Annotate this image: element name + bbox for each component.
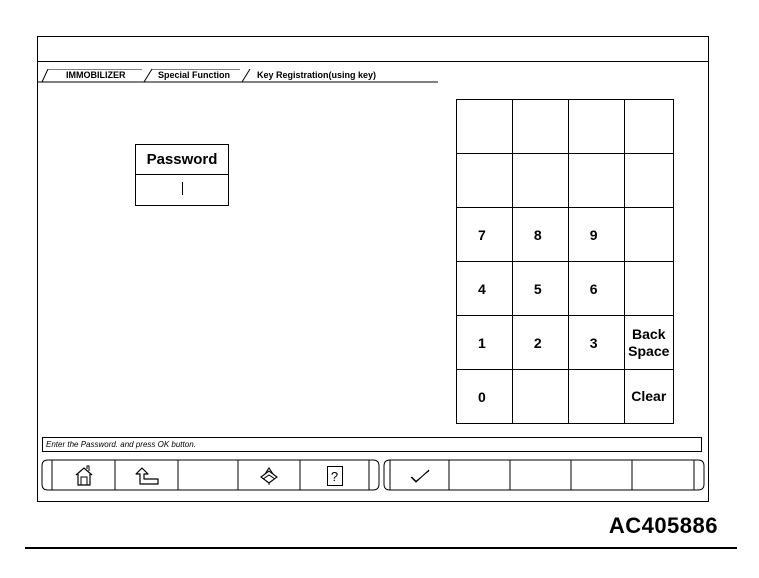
toolbar-blank-button (510, 462, 571, 490)
numeric-keypad (456, 99, 674, 424)
keypad-row (457, 370, 674, 424)
key-5[interactable]: 5 (512, 262, 568, 316)
key-1[interactable]: 1 (457, 316, 513, 370)
title-bar (38, 37, 708, 62)
home-button[interactable] (52, 462, 115, 490)
toolbar-blank-button (632, 462, 694, 490)
function-toolbar (38, 456, 708, 492)
status-message: Enter the Password. and press OK button. (46, 440, 196, 449)
breadcrumb (38, 69, 708, 83)
keypad-blank-key (624, 208, 673, 262)
breadcrumb-item-immobilizer[interactable]: IMMOBILIZER (66, 70, 126, 80)
keypad-blank-key (512, 154, 568, 208)
key-6[interactable]: 6 (568, 262, 624, 316)
help-icon (327, 466, 343, 486)
help-glyph: ? (330, 469, 339, 484)
back-arrow-icon (135, 466, 159, 486)
keypad-blank-key (512, 370, 568, 424)
back-button[interactable] (115, 462, 178, 490)
toolbar-blank-button (571, 462, 632, 490)
keypad-blank-key (624, 154, 673, 208)
keypad-row (457, 316, 674, 370)
key-8[interactable]: 8 (512, 208, 568, 262)
password-box (135, 144, 229, 206)
status-bar (42, 437, 702, 452)
text-caret (182, 182, 183, 195)
toolbar-blank-button (178, 462, 238, 490)
diagnostic-screen (37, 36, 709, 502)
keypad-row (457, 100, 674, 154)
key-9[interactable]: 9 (568, 208, 624, 262)
toolbar-blank-button (449, 462, 510, 490)
password-label: Password (136, 145, 228, 175)
key-4[interactable]: 4 (457, 262, 513, 316)
key-7[interactable]: 7 (457, 208, 513, 262)
keypad-blank-key (624, 262, 673, 316)
keypad-row (457, 154, 674, 208)
keypad-row (457, 208, 674, 262)
bottom-rule (25, 547, 737, 549)
breadcrumb-item-key-registration: Key Registration(using key) (257, 70, 377, 80)
breadcrumb-item-special-function[interactable]: Special Function (158, 70, 231, 80)
keypad-blank-key (457, 154, 513, 208)
keypad-blank-key (568, 154, 624, 208)
key-0[interactable]: 0 (457, 370, 513, 424)
checkmark-icon (409, 468, 431, 484)
keypad-blank-key (457, 100, 513, 154)
home-icon (74, 465, 94, 487)
backspace-label-line2: Space (628, 342, 670, 359)
keypad-blank-key (512, 100, 568, 154)
key-2[interactable]: 2 (512, 316, 568, 370)
backspace-key[interactable] (624, 316, 673, 370)
help-button[interactable] (300, 462, 369, 490)
keypad-blank-key (568, 370, 624, 424)
clear-key[interactable]: Clear (624, 370, 673, 424)
key-3[interactable]: 3 (568, 316, 624, 370)
print-button[interactable] (238, 462, 300, 490)
print-icon (258, 466, 280, 486)
backspace-label-line1: Back (632, 325, 666, 342)
figure-id-label: AC405886 (608, 513, 718, 538)
password-input[interactable] (136, 175, 228, 205)
keypad-blank-key (568, 100, 624, 154)
keypad-blank-key (624, 100, 673, 154)
keypad-row (457, 262, 674, 316)
ok-button[interactable] (390, 462, 449, 490)
